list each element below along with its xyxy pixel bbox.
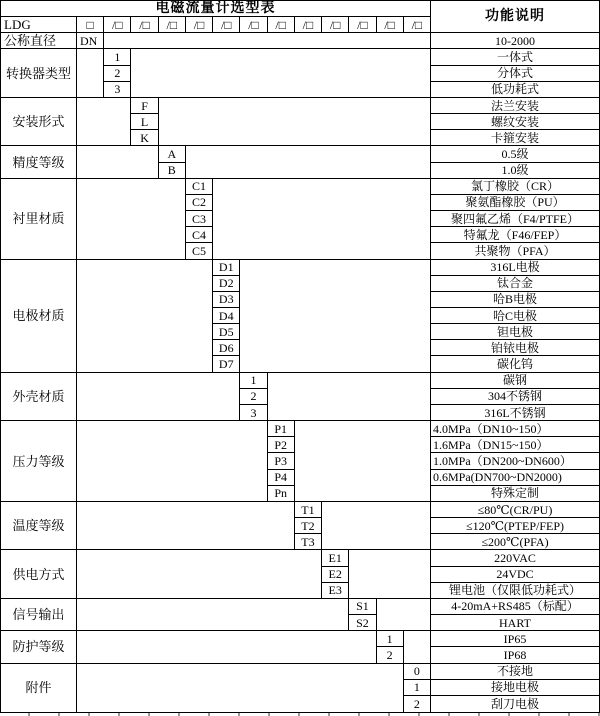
- code-slot: /□: [213, 17, 240, 33]
- empty-cell: [77, 146, 159, 178]
- group-label-pressure: 压力等级: [1, 421, 77, 502]
- group-label-diameter: 公称直径: [1, 33, 77, 49]
- value-cell: 卡箍安装: [431, 130, 599, 146]
- code-cell: P3: [268, 453, 295, 469]
- empty-cell: [240, 260, 431, 373]
- empty-cell: [377, 599, 431, 631]
- value-cell: 碳化钨: [431, 356, 599, 372]
- value-cell: 聚四氟乙烯（F4/PTFE）: [431, 211, 599, 227]
- value-cell: 24VDC: [431, 567, 599, 583]
- value-cell: ≤80℃(CR/PU): [431, 502, 599, 518]
- code-cell: C2: [186, 195, 213, 211]
- code-cell: F: [131, 98, 158, 114]
- group-label-install: 安装形式: [1, 98, 77, 146]
- value-cell: 氯丁橡胶（CR）: [431, 179, 599, 195]
- code-cell: 1: [404, 680, 431, 696]
- group-label-lining: 衬里材质: [1, 179, 77, 260]
- value-cell: 共聚物（PFA）: [431, 243, 599, 259]
- code-slot: /□: [240, 17, 267, 33]
- code-cell: D1: [213, 260, 240, 276]
- code-cell: D3: [213, 292, 240, 308]
- value-cell: 分体式: [431, 66, 599, 82]
- empty-cell: [268, 373, 431, 421]
- group-label-accuracy: 精度等级: [1, 146, 77, 178]
- group-label-converter: 转换器类型: [1, 49, 77, 97]
- code-cell: C3: [186, 211, 213, 227]
- value-cell: 钽电极: [431, 324, 599, 340]
- value-cell: 220VAC: [431, 550, 599, 566]
- code-cell: 2: [104, 66, 131, 82]
- code-cell: K: [131, 130, 158, 146]
- empty-cell: [77, 631, 377, 663]
- value-cell: 1.6MPa（DN15~150）: [431, 437, 599, 453]
- code-slot: /□: [377, 17, 404, 33]
- code-cell: C1: [186, 179, 213, 195]
- empty-cell: [349, 550, 431, 598]
- value-cell: 铂铱电极: [431, 340, 599, 356]
- code-cell: P4: [268, 470, 295, 486]
- value-cell: HART: [431, 615, 599, 631]
- code-slot: /□: [131, 17, 158, 33]
- code-slot: /□: [404, 17, 431, 33]
- empty-cell: [322, 502, 431, 550]
- value-cell: 4-20mA+RS485（标配）: [431, 599, 599, 615]
- code-cell: B: [159, 163, 186, 179]
- empty-cell: [77, 373, 240, 421]
- code-cell: E1: [322, 550, 349, 566]
- code-cell: D7: [213, 356, 240, 372]
- code-slot: /□: [186, 17, 213, 33]
- code-cell: D4: [213, 308, 240, 324]
- code-slot: /□: [104, 17, 131, 33]
- code-cell: T2: [295, 518, 322, 534]
- group-label-accessory: 附件: [1, 664, 77, 712]
- value-cell: 1.0MPa（DN200~DN600）: [431, 453, 599, 469]
- model-code-prefix: LDG: [1, 17, 77, 33]
- code-cell: L: [131, 114, 158, 130]
- code-cell: T1: [295, 502, 322, 518]
- code-slot: □: [77, 17, 104, 33]
- value-cell: 316L电极: [431, 260, 599, 276]
- value-cell: 304不锈钢: [431, 389, 599, 405]
- code-cell: D5: [213, 324, 240, 340]
- value-cell: 低功耗式: [431, 82, 599, 98]
- code-cell-diameter: DN: [77, 33, 104, 49]
- code-cell: 1: [104, 49, 131, 65]
- empty-cell: [77, 664, 404, 712]
- value-cell: 316L不锈钢: [431, 405, 599, 421]
- code-cell: 0: [404, 664, 431, 680]
- value-cell: 螺纹安装: [431, 114, 599, 130]
- empty-cell: [131, 49, 431, 97]
- value-cell: 不接地: [431, 664, 599, 680]
- value-cell: 哈C电极: [431, 308, 599, 324]
- code-cell: 3: [104, 82, 131, 98]
- empty-cell: [77, 49, 104, 97]
- code-cell: D2: [213, 276, 240, 292]
- empty-cell: [77, 502, 295, 550]
- empty-cell: [295, 421, 431, 502]
- code-slot: /□: [295, 17, 322, 33]
- group-label-temperature: 温度等级: [1, 502, 77, 550]
- code-cell: 2: [404, 696, 431, 712]
- code-cell: 1: [377, 631, 404, 647]
- table-title: 电磁流量计选型表: [1, 1, 431, 17]
- value-cell: 刮刀电极: [490, 696, 539, 711]
- value-cell: 哈B电极: [431, 292, 599, 308]
- code-slot: /□: [349, 17, 376, 33]
- code-cell: S1: [349, 599, 376, 615]
- code-cell: 2: [240, 389, 267, 405]
- group-label-power: 供电方式: [1, 550, 77, 598]
- code-cell: 1: [240, 373, 267, 389]
- group-label-shell: 外壳材质: [1, 373, 77, 421]
- value-cell-diameter: 10-2000: [431, 33, 599, 49]
- empty-cell: [77, 421, 268, 502]
- function-column-header: 功能说明: [431, 1, 599, 33]
- value-cell: 一体式: [431, 49, 599, 65]
- empty-cell: [404, 631, 431, 663]
- value-cell: 0.5级: [431, 146, 599, 162]
- code-slot: /□: [268, 17, 295, 33]
- empty-cell: [159, 98, 431, 146]
- value-cell: IP65: [431, 631, 599, 647]
- code-cell: 3: [240, 405, 267, 421]
- value-cell: 聚氨酯橡胶（PU）: [431, 195, 599, 211]
- value-cell: 0.6MPa(DN700~DN2000): [431, 470, 599, 486]
- empty-cell: [77, 260, 213, 373]
- code-slot: /□: [322, 17, 349, 33]
- code-cell: P2: [268, 437, 295, 453]
- group-label-protection: 防护等级: [1, 631, 77, 663]
- code-cell: E3: [322, 583, 349, 599]
- code-cell: T3: [295, 534, 322, 550]
- code-cell: P1: [268, 421, 295, 437]
- empty-cell: [77, 550, 322, 598]
- group-label-signal: 信号输出: [1, 599, 77, 631]
- value-cell: 1.0级: [431, 163, 599, 179]
- code-cell: D6: [213, 340, 240, 356]
- empty-cell: [186, 146, 431, 178]
- code-cell: C4: [186, 227, 213, 243]
- value-cell: 碳钢: [431, 373, 599, 389]
- empty-cell: [77, 98, 131, 146]
- empty-cell: [213, 179, 431, 260]
- value-cell: 特氟龙（F46/FEP）: [431, 227, 599, 243]
- value-cell: 锂电池（仅限低功耗式）: [431, 583, 599, 599]
- code-cell: Pn: [268, 486, 295, 502]
- value-cell: 钛合金: [431, 276, 599, 292]
- value-cell: ≤200℃(PFA): [431, 534, 599, 550]
- value-cell: 接地电极: [431, 680, 599, 696]
- empty-cell: [77, 179, 186, 260]
- value-cell: 法兰安装: [431, 98, 599, 114]
- value-cell: 特殊定制: [431, 486, 599, 502]
- code-cell: S2: [349, 615, 376, 631]
- code-slot: /□: [159, 17, 186, 33]
- empty-cell: [77, 599, 349, 631]
- code-cell: A: [159, 146, 186, 162]
- value-cell: 4.0MPa（DN10~150）: [431, 421, 599, 437]
- value-cell: ≤120℃(PTEP/FEP): [431, 518, 599, 534]
- code-cell: C5: [186, 243, 213, 259]
- code-cell: E2: [322, 567, 349, 583]
- empty-cell: [104, 33, 431, 49]
- group-label-electrode: 电极材质: [1, 260, 77, 373]
- value-cell: IP68: [431, 647, 599, 663]
- code-cell: 2: [377, 647, 404, 663]
